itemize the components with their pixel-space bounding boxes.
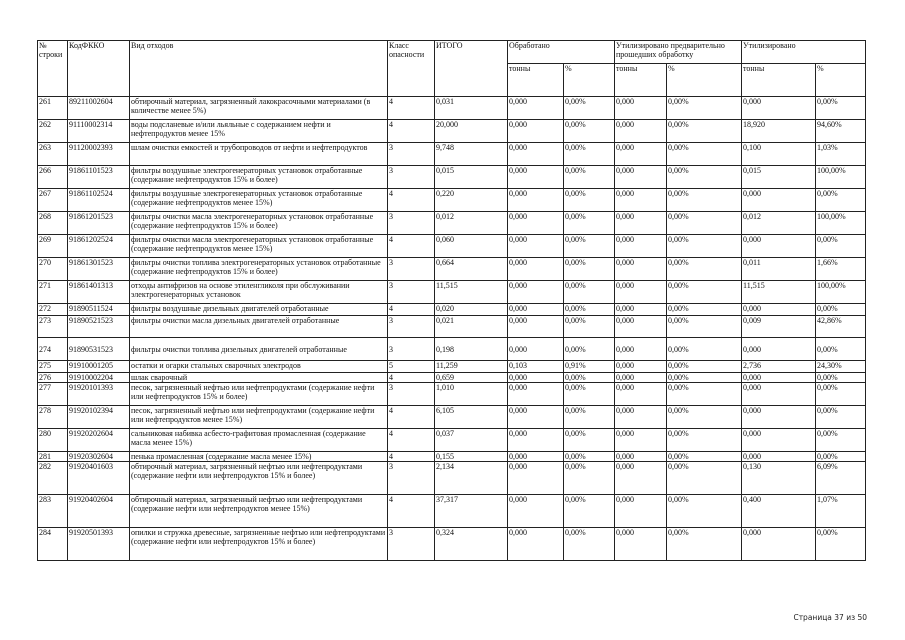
waste-kind: фильтры очистки топлива электрогенераторных установок отработанные (содержание нефтепродуктов 15% и более) <box>130 258 388 281</box>
utilized-pre-tons: 0,000 <box>615 235 667 258</box>
waste-kind: шлак сварочный <box>130 373 388 383</box>
hazard-class: 3 <box>388 166 435 189</box>
waste-kind: песок, загрязненный нефтью или нефтепродуктами (содержание нефти или нефтепродуктов 15% и более) <box>130 383 388 406</box>
utilized-tons: 0,000 <box>742 452 816 462</box>
table-row <box>38 281 866 304</box>
table-row <box>38 361 866 373</box>
header-total: ИТОГО <box>435 41 508 97</box>
hazard-class: 3 <box>388 316 435 338</box>
processed-pct: 0,00% <box>564 316 615 338</box>
waste-kind: сальниковая набивка асбесто-графитовая промасленная (содержание масла менее 15%) <box>130 429 388 452</box>
utilized-tons: 0,015 <box>742 166 816 189</box>
table-row <box>38 452 866 462</box>
fkko-code: 91890511524 <box>68 304 130 316</box>
header-kind: Вид отходов <box>130 41 388 97</box>
utilized-tons: 0,100 <box>742 143 816 166</box>
utilized-pct: 1,07% <box>816 495 866 528</box>
utilized-pct: 100,00% <box>816 281 866 304</box>
row-number: 262 <box>38 120 68 143</box>
hazard-class: 4 <box>388 495 435 528</box>
hazard-class: 3 <box>388 338 435 361</box>
processed-tons: 0,000 <box>508 528 564 561</box>
waste-kind: фильтры очистки масла электрогенераторных установок отработанные (содержание нефтепродуктов 15% и более) <box>130 212 388 235</box>
total-value: 11,515 <box>435 281 508 304</box>
processed-tons: 0,000 <box>508 316 564 338</box>
processed-pct: 0,00% <box>564 166 615 189</box>
processed-pct: 0,00% <box>564 383 615 406</box>
utilized-tons: 0,000 <box>742 338 816 361</box>
utilized-pre-pct: 0,00% <box>667 120 742 143</box>
fkko-code: 91910001205 <box>68 361 130 373</box>
utilized-pct: 42,86% <box>816 316 866 338</box>
row-number: 263 <box>38 143 68 166</box>
utilized-pre-pct: 0,00% <box>667 429 742 452</box>
total-value: 0,664 <box>435 258 508 281</box>
utilized-pre-pct: 0,00% <box>667 97 742 120</box>
total-value: 0,060 <box>435 235 508 258</box>
hazard-class: 4 <box>388 235 435 258</box>
utilized-tons: 0,000 <box>742 235 816 258</box>
utilized-pre-pct: 0,00% <box>667 212 742 235</box>
row-number: 275 <box>38 361 68 373</box>
fkko-code: 91910002204 <box>68 373 130 383</box>
row-number: 280 <box>38 429 68 452</box>
processed-pct: 0,00% <box>564 258 615 281</box>
table-row <box>38 166 866 189</box>
processed-pct: 0,00% <box>564 338 615 361</box>
fkko-code: 91890531523 <box>68 338 130 361</box>
hazard-class: 3 <box>388 258 435 281</box>
utilized-pre-pct: 0,00% <box>667 258 742 281</box>
utilized-tons: 0,000 <box>742 429 816 452</box>
utilized-pre-pct: 0,00% <box>667 235 742 258</box>
processed-pct: 0,00% <box>564 495 615 528</box>
total-value: 0,037 <box>435 429 508 452</box>
hazard-class: 3 <box>388 212 435 235</box>
processed-tons: 0,000 <box>508 281 564 304</box>
utilized-pre-tons: 0,000 <box>615 406 667 429</box>
utilized-pre-tons: 0,000 <box>615 462 667 495</box>
table-row <box>38 304 866 316</box>
utilized-tons: 0,000 <box>742 304 816 316</box>
processed-tons: 0,000 <box>508 304 564 316</box>
utilized-pct: 94,60% <box>816 120 866 143</box>
processed-pct: 0,00% <box>564 528 615 561</box>
utilized-pre-tons: 0,000 <box>615 452 667 462</box>
fkko-code: 91861301523 <box>68 258 130 281</box>
utilized-pre-pct: 0,00% <box>667 304 742 316</box>
processed-pct: 0,00% <box>564 120 615 143</box>
processed-pct: 0,00% <box>564 462 615 495</box>
utilized-pct: 0,00% <box>816 383 866 406</box>
utilized-pre-tons: 0,000 <box>615 429 667 452</box>
total-value: 37,317 <box>435 495 508 528</box>
utilized-pct: 6,09% <box>816 462 866 495</box>
waste-kind: пенька промасленная (содержание масла менее 15%) <box>130 452 388 462</box>
hazard-class: 5 <box>388 361 435 373</box>
utilized-tons: 0,000 <box>742 373 816 383</box>
total-value: 0,324 <box>435 528 508 561</box>
fkko-code: 91861201523 <box>68 212 130 235</box>
total-value: 0,220 <box>435 189 508 212</box>
total-value: 11,259 <box>435 361 508 373</box>
table-row <box>38 406 866 429</box>
header-row-num: № строки <box>38 41 68 97</box>
table-row <box>38 258 866 281</box>
header-utilized: Утилизировано <box>742 41 866 64</box>
processed-pct: 0,00% <box>564 189 615 212</box>
row-number: 281 <box>38 452 68 462</box>
utilized-tons: 0,400 <box>742 495 816 528</box>
fkko-code: 91920202604 <box>68 429 130 452</box>
row-number: 261 <box>38 97 68 120</box>
utilized-tons: 0,000 <box>742 383 816 406</box>
utilized-pct: 0,00% <box>816 235 866 258</box>
waste-kind: воды подсланевые и/или льяльные с содержанием нефти и нефтепродуктов менее 15% <box>130 120 388 143</box>
hazard-class: 4 <box>388 406 435 429</box>
fkko-code: 91920102394 <box>68 406 130 429</box>
utilized-pre-tons: 0,000 <box>615 143 667 166</box>
utilized-tons: 0,130 <box>742 462 816 495</box>
fkko-code: 91861101523 <box>68 166 130 189</box>
utilized-pre-tons: 0,000 <box>615 338 667 361</box>
processed-pct: 0,00% <box>564 429 615 452</box>
total-value: 0,012 <box>435 212 508 235</box>
utilized-pre-tons: 0,000 <box>615 166 667 189</box>
processed-pct: 0,00% <box>564 406 615 429</box>
processed-pct: 0,00% <box>564 304 615 316</box>
waste-kind: фильтры очистки топлива дизельных двигателей отработанные <box>130 338 388 361</box>
utilized-pre-pct: 0,00% <box>667 338 742 361</box>
waste-kind: остатки и огарки стальных сварочных электродов <box>130 361 388 373</box>
processed-tons: 0,000 <box>508 338 564 361</box>
waste-kind: фильтры воздушные электрогенераторных установок отработанные (содержание нефтепродуктов менее 15%) <box>130 189 388 212</box>
subheader-utilized-pre-pct: % <box>667 64 742 97</box>
fkko-code: 91861401313 <box>68 281 130 304</box>
table-body <box>38 41 866 561</box>
total-value: 20,000 <box>435 120 508 143</box>
processed-tons: 0,000 <box>508 373 564 383</box>
row-number: 267 <box>38 189 68 212</box>
hazard-class: 4 <box>388 452 435 462</box>
hazard-class: 4 <box>388 189 435 212</box>
utilized-pre-pct: 0,00% <box>667 166 742 189</box>
processed-tons: 0,000 <box>508 462 564 495</box>
row-number: 266 <box>38 166 68 189</box>
utilized-pct: 0,00% <box>816 97 866 120</box>
waste-table <box>37 40 866 561</box>
table-row <box>38 189 866 212</box>
processed-pct: 0,00% <box>564 97 615 120</box>
utilized-pre-pct: 0,00% <box>667 143 742 166</box>
waste-kind: песок, загрязненный нефтью или нефтепродуктами (содержание нефти или нефтепродуктов менее 15%) <box>130 406 388 429</box>
utilized-pct: 0,00% <box>816 406 866 429</box>
fkko-code: 91920501393 <box>68 528 130 561</box>
header-utilized-pre: Утилизировано предварительно прошедших обработку <box>615 41 742 64</box>
table-row <box>38 235 866 258</box>
total-value: 0,031 <box>435 97 508 120</box>
header-code: КодФККО <box>68 41 130 97</box>
row-number: 283 <box>38 495 68 528</box>
processed-pct: 0,00% <box>564 281 615 304</box>
waste-kind: обтирочный материал, загрязненный лакокрасочными материалами (в количестве менее 5%) <box>130 97 388 120</box>
processed-tons: 0,000 <box>508 143 564 166</box>
table-row <box>38 120 866 143</box>
table-row <box>38 495 866 528</box>
fkko-code: 91120002393 <box>68 143 130 166</box>
processed-pct: 0,00% <box>564 235 615 258</box>
processed-tons: 0,000 <box>508 495 564 528</box>
utilized-pct: 0,00% <box>816 528 866 561</box>
processed-pct: 0,00% <box>564 452 615 462</box>
hazard-class: 3 <box>388 143 435 166</box>
subheader-processed-pct: % <box>564 64 615 97</box>
processed-pct: 0,91% <box>564 361 615 373</box>
utilized-pre-pct: 0,00% <box>667 528 742 561</box>
utilized-tons: 2,736 <box>742 361 816 373</box>
processed-tons: 0,000 <box>508 235 564 258</box>
hazard-class: 4 <box>388 373 435 383</box>
utilized-pct: 100,00% <box>816 212 866 235</box>
utilized-tons: 0,012 <box>742 212 816 235</box>
utilized-pre-tons: 0,000 <box>615 316 667 338</box>
fkko-code: 91920401603 <box>68 462 130 495</box>
table-row <box>38 528 866 561</box>
utilized-pre-pct: 0,00% <box>667 406 742 429</box>
subheader-utilized-pre-tons: тонны <box>615 64 667 97</box>
total-value: 6,105 <box>435 406 508 429</box>
waste-kind: фильтры воздушные дизельных двигателей отработанные <box>130 304 388 316</box>
row-number: 271 <box>38 281 68 304</box>
total-value: 1,010 <box>435 383 508 406</box>
waste-kind: обтирочный материал, загрязненный нефтью или нефтепродуктами (содержание нефти или нефтепродуктов менее 15%) <box>130 495 388 528</box>
fkko-code: 91920302604 <box>68 452 130 462</box>
processed-pct: 0,00% <box>564 373 615 383</box>
table-row <box>38 429 866 452</box>
processed-tons: 0,103 <box>508 361 564 373</box>
fkko-code: 91920402604 <box>68 495 130 528</box>
fkko-code: 89211002604 <box>68 97 130 120</box>
table-row <box>38 97 866 120</box>
hazard-class: 3 <box>388 383 435 406</box>
row-number: 270 <box>38 258 68 281</box>
table-row <box>38 212 866 235</box>
hazard-class: 4 <box>388 120 435 143</box>
header-row <box>38 41 866 64</box>
utilized-pre-pct: 0,00% <box>667 281 742 304</box>
processed-tons: 0,000 <box>508 258 564 281</box>
utilized-pre-pct: 0,00% <box>667 361 742 373</box>
table-row <box>38 143 866 166</box>
row-number: 269 <box>38 235 68 258</box>
waste-kind: обтирочный материал, загрязненный нефтью или нефтепродуктами (содержание нефти или нефтепродуктов 15% и более) <box>130 462 388 495</box>
total-value: 0,020 <box>435 304 508 316</box>
utilized-pre-tons: 0,000 <box>615 383 667 406</box>
hazard-class: 4 <box>388 304 435 316</box>
utilized-pct: 100,00% <box>816 166 866 189</box>
utilized-pre-tons: 0,000 <box>615 258 667 281</box>
subheader-utilized-pct: % <box>816 64 866 97</box>
utilized-pct: 0,00% <box>816 304 866 316</box>
utilized-pre-pct: 0,00% <box>667 373 742 383</box>
table-row <box>38 462 866 495</box>
fkko-code: 91920101393 <box>68 383 130 406</box>
utilized-pct: 1,66% <box>816 258 866 281</box>
fkko-code: 91110002314 <box>68 120 130 143</box>
utilized-tons: 18,920 <box>742 120 816 143</box>
processed-tons: 0,000 <box>508 383 564 406</box>
row-number: 273 <box>38 316 68 338</box>
page-number: Страница 37 из 50 <box>793 613 867 622</box>
processed-tons: 0,000 <box>508 120 564 143</box>
utilized-pre-tons: 0,000 <box>615 304 667 316</box>
processed-tons: 0,000 <box>508 429 564 452</box>
row-number: 278 <box>38 406 68 429</box>
processed-tons: 0,000 <box>508 406 564 429</box>
hazard-class: 4 <box>388 97 435 120</box>
table-row <box>38 373 866 383</box>
total-value: 0,198 <box>435 338 508 361</box>
total-value: 0,015 <box>435 166 508 189</box>
hazard-class: 3 <box>388 281 435 304</box>
subheader-utilized-tons: тонны <box>742 64 816 97</box>
hazard-class: 3 <box>388 528 435 561</box>
fkko-code: 91890521523 <box>68 316 130 338</box>
utilized-pre-tons: 0,000 <box>615 212 667 235</box>
row-number: 284 <box>38 528 68 561</box>
utilized-pct: 0,00% <box>816 452 866 462</box>
table-row <box>38 383 866 406</box>
row-number: 277 <box>38 383 68 406</box>
processed-tons: 0,000 <box>508 189 564 212</box>
utilized-tons: 0,009 <box>742 316 816 338</box>
utilized-pct: 1,03% <box>816 143 866 166</box>
row-number: 268 <box>38 212 68 235</box>
utilized-pre-pct: 0,00% <box>667 452 742 462</box>
processed-pct: 0,00% <box>564 212 615 235</box>
processed-tons: 0,000 <box>508 212 564 235</box>
utilized-pre-tons: 0,000 <box>615 120 667 143</box>
fkko-code: 91861202524 <box>68 235 130 258</box>
utilized-pre-tons: 0,000 <box>615 495 667 528</box>
utilized-pct: 0,00% <box>816 429 866 452</box>
waste-kind: опилки и стружка древесные, загрязненные нефтью или нефтепродуктами (содержание нефти или нефтепродуктов 15% и более) <box>130 528 388 561</box>
header-hazard-class: Класс опасности <box>388 41 435 97</box>
utilized-pre-pct: 0,00% <box>667 316 742 338</box>
utilized-pre-tons: 0,000 <box>615 528 667 561</box>
utilized-tons: 0,000 <box>742 528 816 561</box>
row-number: 272 <box>38 304 68 316</box>
total-value: 0,155 <box>435 452 508 462</box>
utilized-pre-pct: 0,00% <box>667 189 742 212</box>
processed-tons: 0,000 <box>508 452 564 462</box>
utilized-pre-tons: 0,000 <box>615 97 667 120</box>
waste-kind: фильтры очистки масла дизельных двигателей отработанные <box>130 316 388 338</box>
subheader-processed-tons: тонны <box>508 64 564 97</box>
row-number: 282 <box>38 462 68 495</box>
utilized-pct: 0,00% <box>816 373 866 383</box>
total-value: 9,748 <box>435 143 508 166</box>
hazard-class: 4 <box>388 429 435 452</box>
row-number: 274 <box>38 338 68 361</box>
processed-tons: 0,000 <box>508 97 564 120</box>
utilized-pre-pct: 0,00% <box>667 495 742 528</box>
utilized-pre-tons: 0,000 <box>615 281 667 304</box>
hazard-class: 3 <box>388 462 435 495</box>
utilized-pre-tons: 0,000 <box>615 373 667 383</box>
row-number: 276 <box>38 373 68 383</box>
processed-pct: 0,00% <box>564 143 615 166</box>
utilized-pct: 0,00% <box>816 338 866 361</box>
utilized-pre-tons: 0,000 <box>615 361 667 373</box>
header-processed: Обработано <box>508 41 615 64</box>
fkko-code: 91861102524 <box>68 189 130 212</box>
utilized-tons: 0,000 <box>742 189 816 212</box>
utilized-tons: 11,515 <box>742 281 816 304</box>
table-row <box>38 316 866 338</box>
total-value: 0,659 <box>435 373 508 383</box>
utilized-pre-pct: 0,00% <box>667 383 742 406</box>
utilized-tons: 0,000 <box>742 406 816 429</box>
table-row <box>38 338 866 361</box>
waste-kind: фильтры воздушные электрогенераторных установок отработанные (содержание нефтепродуктов 15% и более) <box>130 166 388 189</box>
utilized-pct: 24,30% <box>816 361 866 373</box>
utilized-tons: 0,000 <box>742 97 816 120</box>
total-value: 0,021 <box>435 316 508 338</box>
waste-kind: фильтры очистки масла электрогенераторных установок отработанные (содержание нефтепродуктов менее 15%) <box>130 235 388 258</box>
utilized-pct: 0,00% <box>816 189 866 212</box>
utilized-pre-pct: 0,00% <box>667 462 742 495</box>
utilized-pre-tons: 0,000 <box>615 189 667 212</box>
waste-kind: шлам очистки емкостей и трубопроводов от нефти и нефтепродуктов <box>130 143 388 166</box>
waste-kind: отходы антифризов на основе этиленгликоля при обслуживании электрогенераторных установок <box>130 281 388 304</box>
utilized-tons: 0,011 <box>742 258 816 281</box>
total-value: 2,134 <box>435 462 508 495</box>
processed-tons: 0,000 <box>508 166 564 189</box>
